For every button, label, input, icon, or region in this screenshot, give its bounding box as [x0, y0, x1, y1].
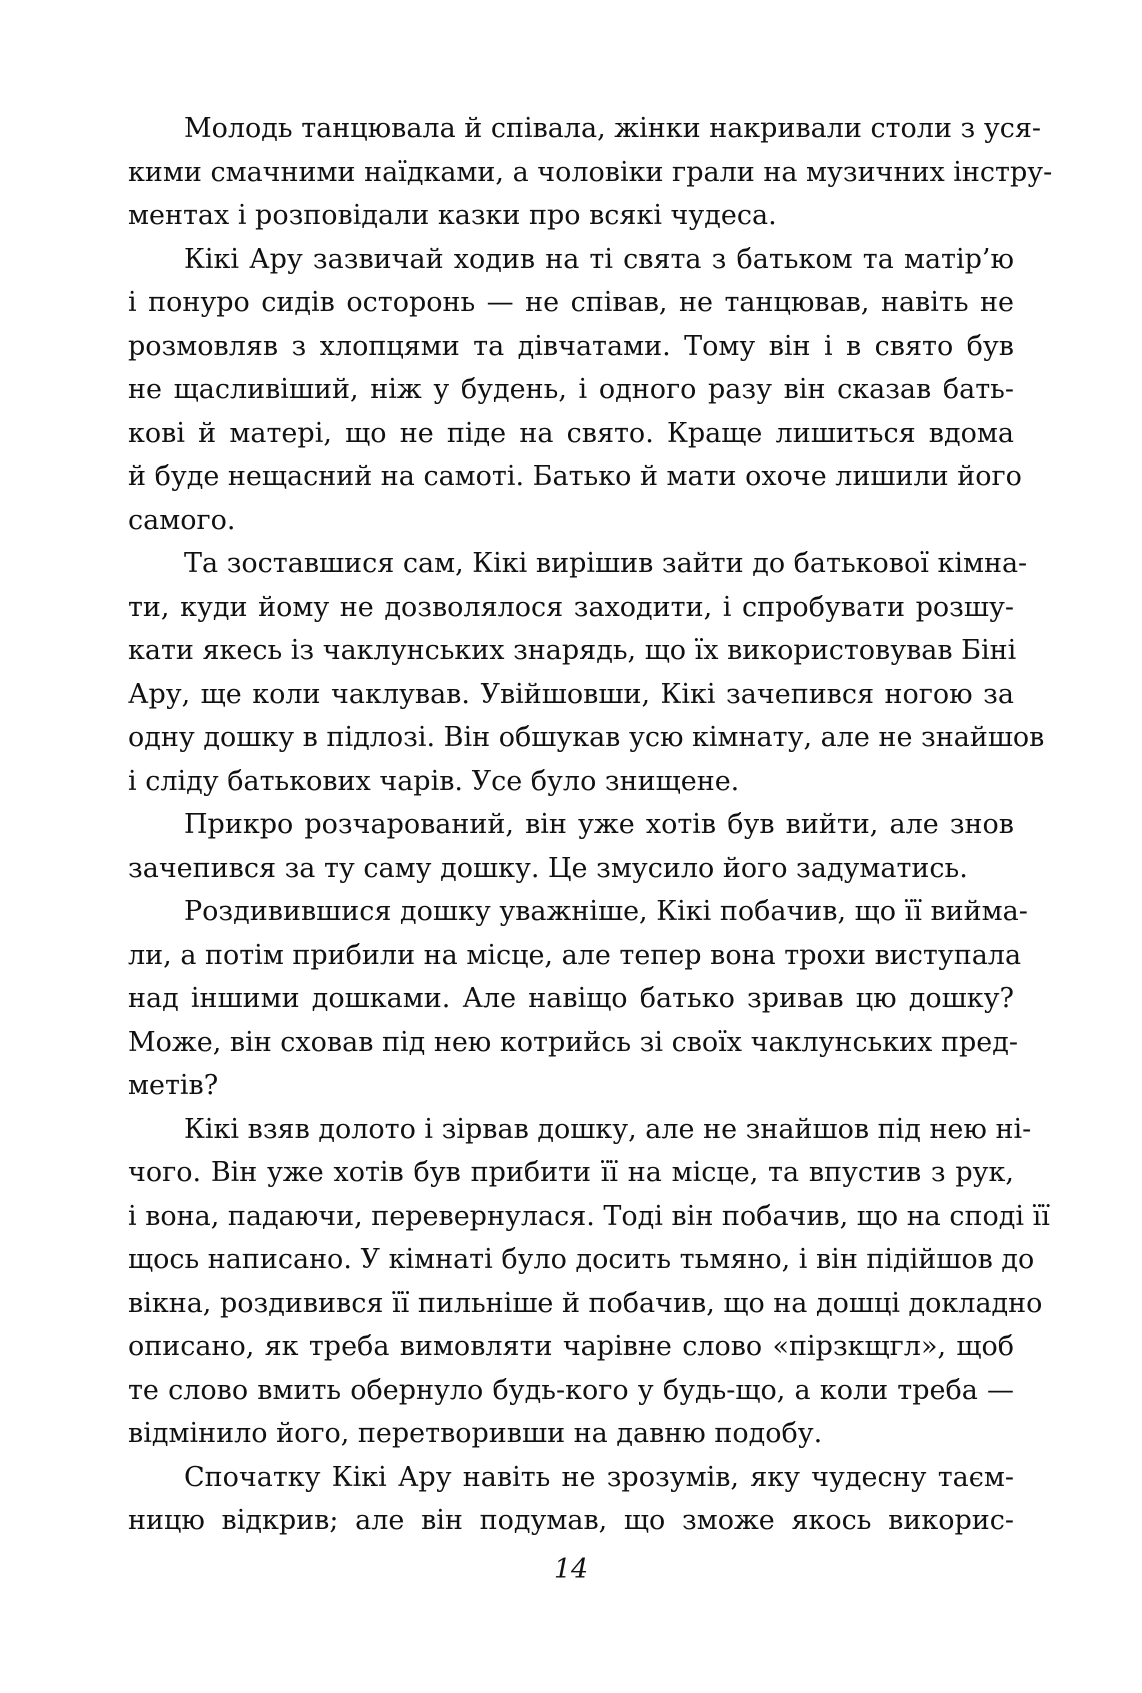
text-line: Спочатку Кікі Ару навіть не зрозумів, яку чудесну таєм-: [184, 1461, 1014, 1493]
text-line: розмовляв з хлопцями та дівчатами. Тому він і в свято був: [128, 330, 1014, 362]
paragraph: [128, 107, 1053, 238]
paragraph: [128, 542, 1045, 803]
text-line: Молодь танцювала й співала, жінки накривали столи з уся-: [184, 113, 1041, 144]
text-line: і понуро сидів осторонь — не співав, не танцював, навіть не: [128, 287, 1014, 318]
page-number: 14: [553, 1554, 589, 1585]
paragraph: [128, 803, 1014, 890]
text-line: Та зоставшися сам, Кікі вирішив зайти до батькової кімна-: [184, 548, 1028, 579]
text-line: метів?: [128, 1070, 219, 1101]
text-line: і сліду батькових чарів. Усе було знищене.: [128, 765, 740, 797]
text-line: над іншими дошками. Але навіщо батько зривав цю дошку?: [128, 983, 1014, 1014]
text-line: самого.: [128, 504, 236, 536]
text-line: зачепився за ту саму дошку. Це змусило його задуматись.: [128, 852, 968, 884]
text-line: ницю відкрив; але він подумав, що зможе якось викорис-: [128, 1505, 1014, 1536]
text-line: те слово вмить обернуло будь-кого у будь-що, а коли треба —: [128, 1374, 1014, 1406]
text-line: кові й матері, що не піде на свято. Краще лишиться вдома: [128, 417, 1014, 449]
text-line: Прикро розчарований, він уже хотів був вийти, але знов: [184, 809, 1014, 840]
text-line: Кікі Ару зазвичай ходив на ті свята з батьком та матір’ю: [184, 243, 1014, 275]
text-line: ли, а потім прибили на місце, але тепер вона трохи виступала: [128, 939, 1022, 971]
text-line: Може, він сховав під нею котрийсь зі своїх чаклунських пред-: [128, 1026, 1018, 1058]
paragraph: [128, 1108, 1050, 1456]
text-line: кими смачними наїдками, а чоловіки грали на музичних інстру-: [128, 156, 1053, 188]
paragraph: [128, 238, 1022, 543]
text-line: відмінило його, перетворивши на давню подобу.: [128, 1418, 823, 1449]
body-text: [128, 107, 1053, 1543]
text-line: ментах і розповідали казки про всякі чудеса.: [128, 200, 777, 231]
text-line: Роздивившися дошку уважніше, Кікі побачив, що її виймa-: [184, 896, 1028, 927]
text-line: Ару, ще коли чаклував. Увійшовши, Кікі зачепився ногою за: [128, 678, 1014, 710]
paragraph: [128, 890, 1028, 1108]
text-line: чого. Він уже хотів був прибити її на місце, та впустив з рук,: [128, 1157, 1014, 1188]
text-line: не щасливіший, ніж у будень, і одного разу він сказав бать-: [128, 374, 1014, 405]
text-line: ти, куди йому не дозволялося заходити, і спробувати розшу-: [128, 591, 1014, 623]
paragraph: [128, 1456, 1014, 1543]
text-line: щось написано. У кімнаті було досить тьмяно, і він підійшов до: [128, 1244, 1035, 1275]
text-line: і вона, падаючи, перевернулася. Тоді він побачив, що на споді її: [128, 1200, 1050, 1232]
text-line: описано, як треба вимовляти чарівне слово «пірзкщгл», щоб: [128, 1331, 1014, 1362]
text-line: Кікі взяв долото і зірвав дошку, але не знайшов під нею ні-: [184, 1113, 1032, 1145]
text-line: одну дошку в підлозі. Він обшукав усю кімнату, але не знайшов: [128, 722, 1045, 753]
text-line: кати якесь із чаклунських знарядь, що їх використовував Біні: [128, 635, 1017, 666]
text-line: й буде нещасний на самоті. Батько й мати охоче лишили його: [128, 461, 1022, 492]
text-line: вікна, роздивився її пильніше й побачив, що на дошці докладно: [128, 1287, 1043, 1319]
